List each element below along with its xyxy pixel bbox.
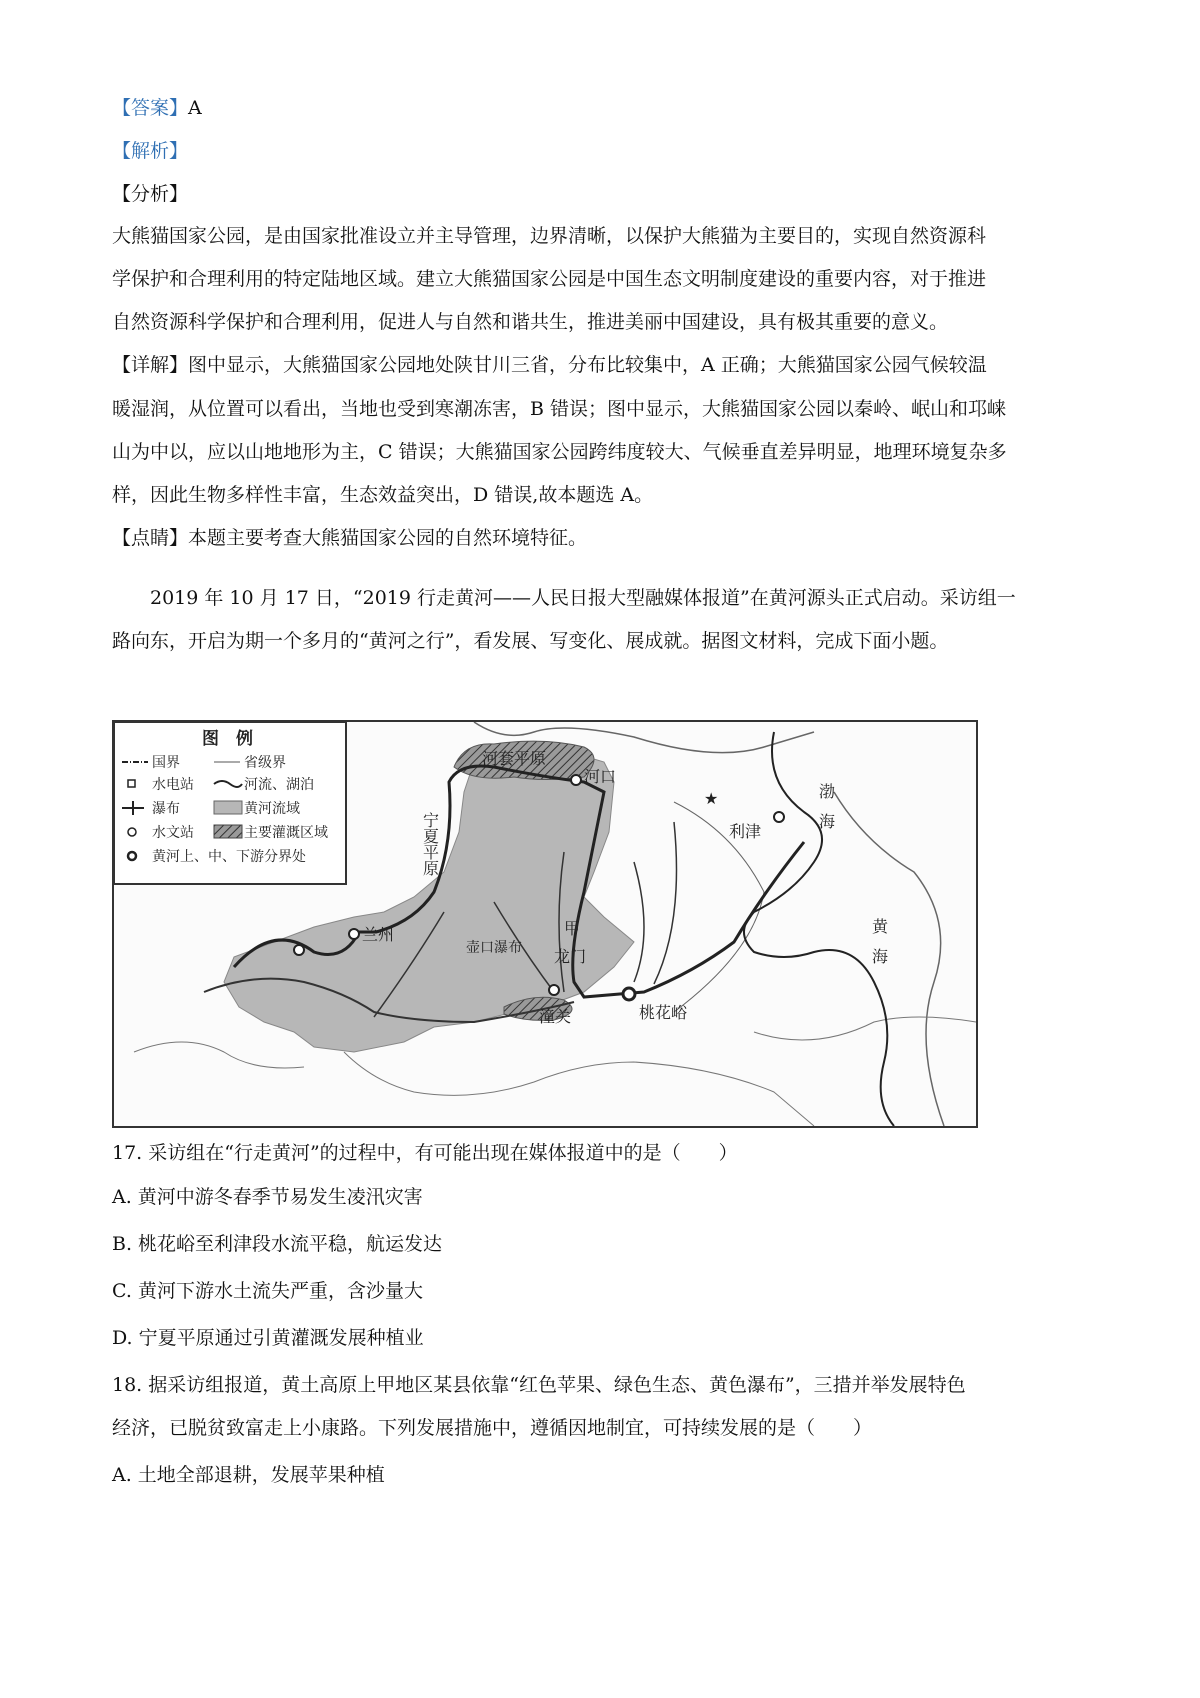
place-ningxia: 宁夏平原	[420, 812, 440, 876]
map-legend	[114, 722, 346, 884]
answer-line	[112, 95, 202, 121]
legend-item: 水文站	[152, 825, 194, 841]
legend-item: 国界	[152, 755, 180, 771]
place-huanghai: 海	[872, 947, 889, 966]
intro-text-line: 路向东，开启为期一个多月的“黄河之行”，看发展、写变化、展成就。据图文材料，完成下面小题。	[112, 630, 949, 652]
xiangjie-text-line: 【详解】图中显示，大熊猫国家公园地处陕甘川三省，分布比较集中，A 正确；大熊猫国家公园气候较温	[112, 354, 987, 376]
q17-option: A. 黄河中游冬春季节易发生凌汛灾害	[112, 1186, 423, 1208]
q17-option: B. 桃花峪至利津段水流平稳，航运发达	[112, 1233, 443, 1255]
xiangjie-text-line: 样，因此生物多样性丰富，生态效益突出，D 错误,故本题选 A。	[112, 484, 654, 506]
legend-item: 河流、湖泊	[244, 777, 314, 793]
answer-value: A	[188, 97, 202, 119]
yellow-river-map	[112, 720, 978, 1128]
q17-option: C. 黄河下游水土流失严重，含沙量大	[112, 1280, 423, 1302]
place-bohai: 海	[819, 812, 836, 831]
place-tongguan: 潼关	[539, 1007, 572, 1026]
place-hekou: 河口	[584, 767, 617, 786]
q18-option: A. 土地全部退耕，发展苹果种植	[112, 1464, 385, 1486]
place-hukou: 壶口瀑布	[466, 940, 522, 956]
place-bohai: 渤	[819, 782, 836, 801]
place-jia: 甲	[564, 919, 581, 938]
legend-item: 黄河上、中、下游分界处	[152, 849, 306, 865]
legend-item: 省级界	[244, 755, 286, 771]
place-lijin: 利津	[729, 822, 762, 841]
q18-stem-line: 经济，已脱贫致富走上小康路。下列发展措施中，遵循因地制宜，可持续发展的是（ ）	[112, 1417, 873, 1439]
place-longmen: 龙门	[554, 947, 587, 966]
legend-item: 水电站	[152, 777, 194, 793]
fenxi-text-line: 学保护和合理利用的特定陆地区域。建立大熊猫国家公园是中国生态文明制度建设的重要内容，对于推进	[112, 268, 987, 290]
answer-label: 【答案】	[112, 97, 189, 119]
q17-option: D. 宁夏平原通过引黄灌溉发展种植业	[112, 1327, 424, 1349]
legend-item: 黄河流域	[244, 801, 300, 817]
map-svg	[114, 722, 976, 1126]
dianjing-text: 【点睛】本题主要考查大熊猫国家公园的自然环境特征。	[112, 527, 588, 549]
xiangjie-text-line: 山为中以，应以山地地形为主，C 错误；大熊猫国家公园跨纬度较大、气候垂直差异明显，地理环境复杂多	[112, 441, 1007, 463]
xiangjie-text-line: 暖湿润，从位置可以看出，当地也受到寒潮冻害，B 错误；图中显示，大熊猫国家公园以秦岭、岷山和邛崃	[112, 398, 1007, 420]
place-huanghai: 黄	[872, 917, 889, 936]
place-taohuayu: 桃花峪	[639, 1003, 688, 1022]
capital-star: ★	[704, 789, 719, 808]
q18-stem-line: 18. 据采访组报道，黄土高原上甲地区某县依靠“红色苹果、绿色生态、黄色瀑布”，三措并举发展特色	[112, 1374, 966, 1396]
fenxi-text-line: 自然资源科学保护和合理利用，促进人与自然和谐共生，推进美丽中国建设，具有极其重要的意义。	[112, 311, 949, 333]
analysis-label: 【解析】	[112, 140, 189, 162]
legend-title: 图 例	[202, 729, 253, 749]
place-hetao: 河套平原	[482, 749, 547, 768]
legend-item: 主要灌溉区域	[244, 825, 328, 841]
fenxi-label: 【分析】	[112, 183, 189, 205]
place-lanzhou: 兰州	[362, 925, 395, 944]
fenxi-text-line: 大熊猫国家公园，是由国家批准设立并主导管理，边界清晰，以保护大熊猫为主要目的，实现自然资源科	[112, 225, 987, 247]
intro-text-line: 2019 年 10 月 17 日，“2019 行走黄河——人民日报大型融媒体报道”在黄河源头正式启动。采访组一	[150, 587, 1016, 609]
q17-stem: 17. 采访组在“行走黄河”的过程中，有可能出现在媒体报道中的是（ ）	[112, 1142, 738, 1164]
legend-item: 瀑布	[152, 801, 180, 817]
